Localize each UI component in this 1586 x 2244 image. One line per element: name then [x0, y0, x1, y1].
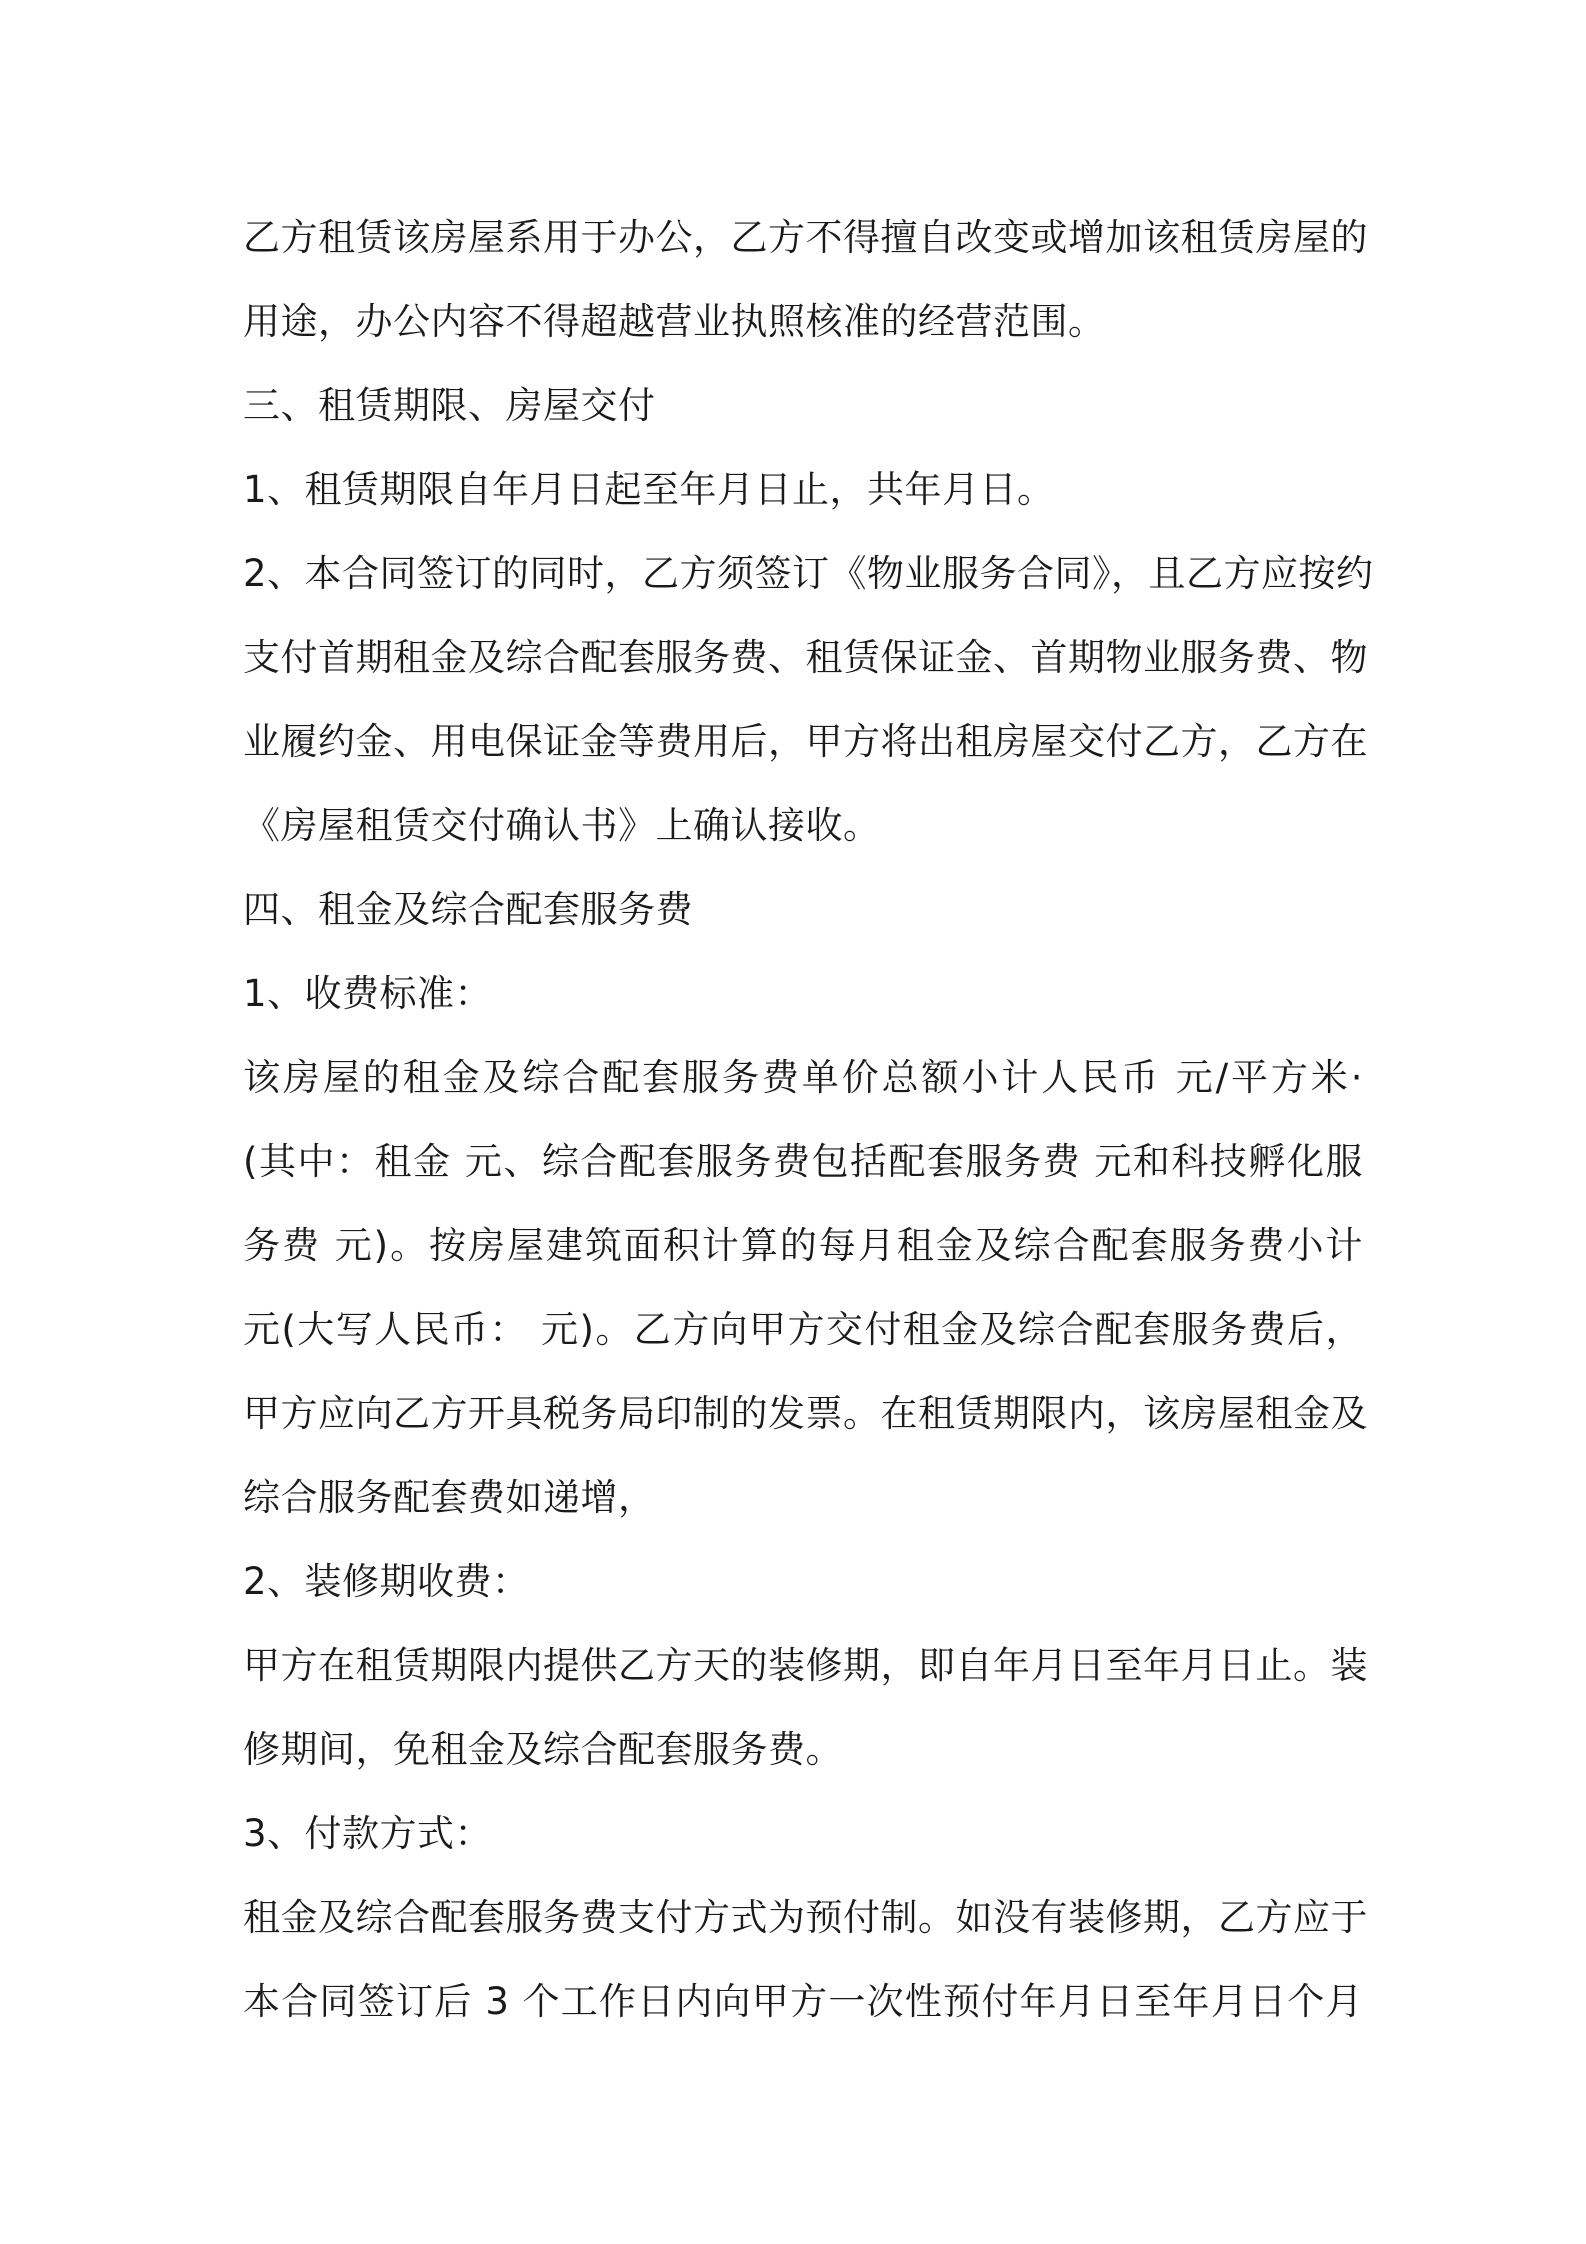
section-heading: 四、租金及综合配套服务费: [243, 888, 693, 931]
text-line: 2、本合同签订的同时，乙方须签订《物业服务合同》，且乙方应按约: [243, 552, 1374, 595]
text-line: 业履约金、用电保证金等费用后，甲方将出租房屋交付乙方，乙方在: [243, 720, 1368, 763]
text-line: 元(大写人民币： 元)。乙方向甲方交付租金及综合配套服务费后，: [243, 1308, 1363, 1351]
text-line: 1、租赁期限自年月日起至年月日止，共年月日。: [243, 468, 1055, 511]
subsection-heading: 2、装修期收费：: [243, 1560, 530, 1603]
text-line: 《房屋租赁交付确认书》上确认接收。: [243, 804, 881, 847]
text-line: 综合服务配套费如递增，: [243, 1476, 656, 1519]
subsection-heading: 3、付款方式：: [243, 1812, 493, 1855]
text-line: 租金及综合配套服务费支付方式为预付制。如没有装修期，乙方应于: [243, 1896, 1368, 1939]
section-heading: 三、租赁期限、房屋交付: [243, 384, 656, 427]
text-line: 甲方在租赁期限内提供乙方天的装修期，即自年月日至年月日止。装: [243, 1644, 1368, 1687]
text-line: 支付首期租金及综合配套服务费、租赁保证金、首期物业服务费、物: [243, 636, 1368, 679]
document-body: [243, 196, 1374, 2044]
text-line: 务费 元)。按房屋建筑面积计算的每月租金及综合配套服务费小计: [243, 1224, 1363, 1267]
text-line: 本合同签订后 3 个工作日内向甲方一次性预付年月日至年月日个月: [243, 1980, 1363, 2023]
text-line: 该房屋的租金及综合配套服务费单价总额小计人民币 元/平方米·: [243, 1056, 1363, 1099]
text-line: 用途，办公内容不得超越营业执照核准的经营范围。: [243, 300, 1106, 343]
text-line: (其中：租金 元、综合配套服务费包括配套服务费 元和科技孵化服: [243, 1140, 1363, 1183]
text-line: 乙方租赁该房屋系用于办公，乙方不得擅自改变或增加该租赁房屋的: [243, 216, 1368, 259]
text-line: 甲方应向乙方开具税务局印制的发票。在租赁期限内，该房屋租金及: [243, 1392, 1368, 1435]
text-line: 修期间，免租金及综合配套服务费。: [243, 1728, 843, 1771]
subsection-heading: 1、收费标准：: [243, 972, 493, 1015]
